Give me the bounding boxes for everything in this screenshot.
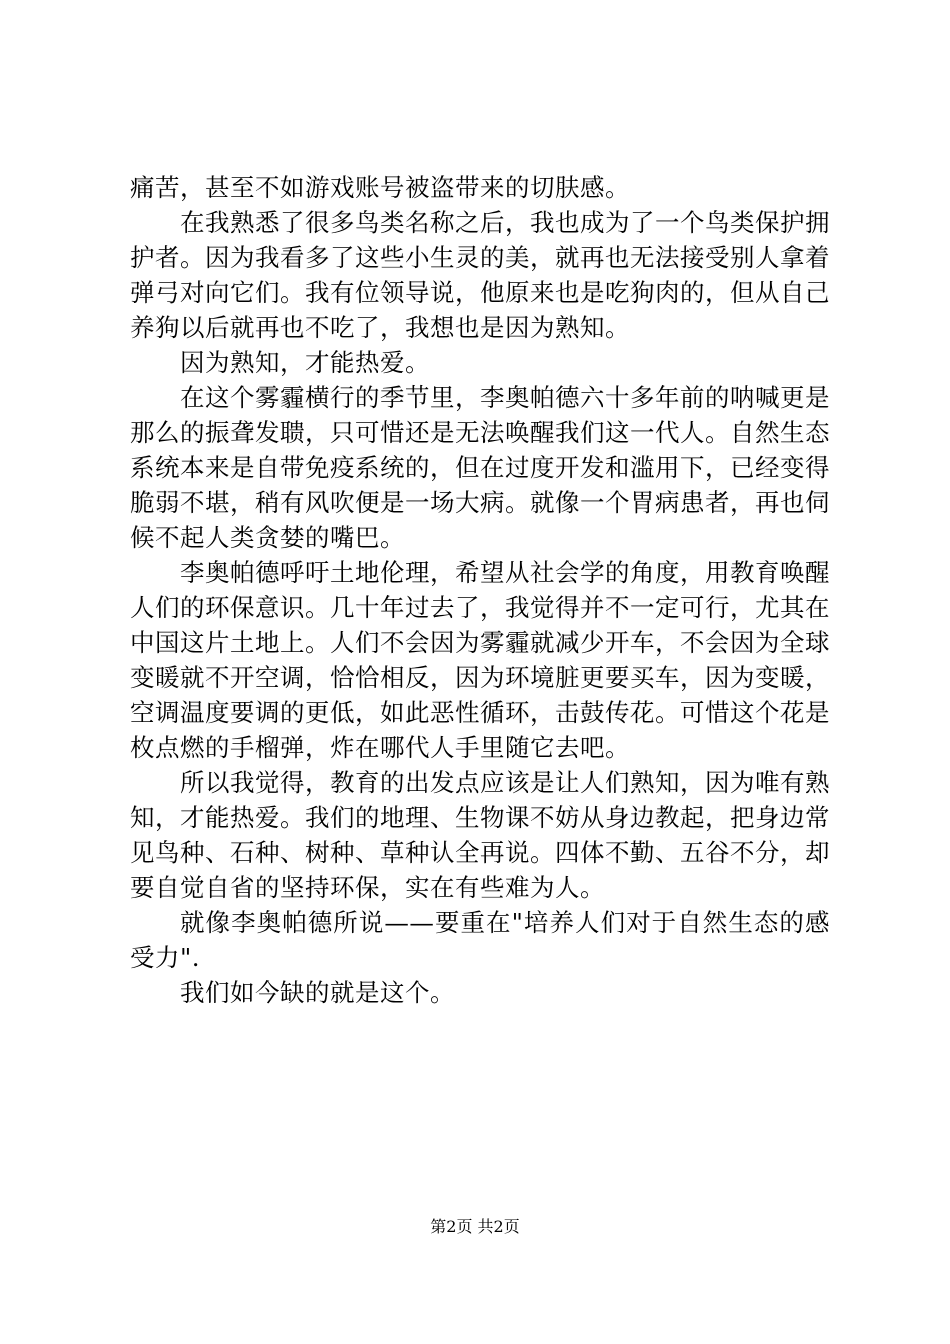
page-number-label: 第2页 共2页 [430,1217,520,1236]
paragraph-8: 我们如今缺的就是这个。 [180,978,455,1007]
paragraph-2: 在我熟悉了很多鸟类名称之后，我也成为了一个鸟类保护拥护者。因为我看多了这些小生灵的美，就再也无法接受别人拿着弹弓对向它们。我有位领导说，他原来也是吃狗肉的，但从自己养狗以后就再也不吃了，我想也是因为熟知。 [130,208,830,342]
page-footer [0,1216,950,1238]
paragraph-4: 在这个雾霾横行的季节里，李奥帕德六十多年前的呐喊更是那么的振聋发聩，只可惜还是无法唤醒我们这一代人。自然生态系统本来是自带免疫系统的，但在过度开发和滥用下，已经变得脆弱不堪，稍有风吹便是一场大病。就像一个胃病患者，再也伺候不起人类贪婪的嘴巴。 [130,383,830,552]
paragraph-6: 所以我觉得，教育的出发点应该是让人们熟知，因为唯有熟知，才能热爱。我们的地理、生物课不妨从身边教起，把身边常见鸟种、石种、树种、草种认全再说。四体不勤、五谷不分，却要自觉自省的坚持环保，实在有些难为人。 [130,768,830,902]
paragraph-7: 就像李奥帕德所说——要重在"培养人们对于自然生态的感受力". [130,908,830,972]
paragraph-1: 痛苦，甚至不如游戏账号被盗带来的切肤感。 [130,173,630,202]
document-body [130,170,830,1010]
paragraph-3: 因为熟知，才能热爱。 [180,348,430,377]
paragraph-5: 李奥帕德呼吁土地伦理，希望从社会学的角度，用教育唤醒人们的环保意识。几十年过去了，我觉得并不一定可行，尤其在中国这片土地上。人们不会因为雾霾就减少开车，不会因为全球变暖就不开空调，恰恰相反，因为环境脏更要买车，因为变暖，空调温度要调的更低，如此恶性循环，击鼓传花。可惜这个花是枚点燃的手榴弹，炸在哪代人手里随它去吧。 [130,558,830,762]
